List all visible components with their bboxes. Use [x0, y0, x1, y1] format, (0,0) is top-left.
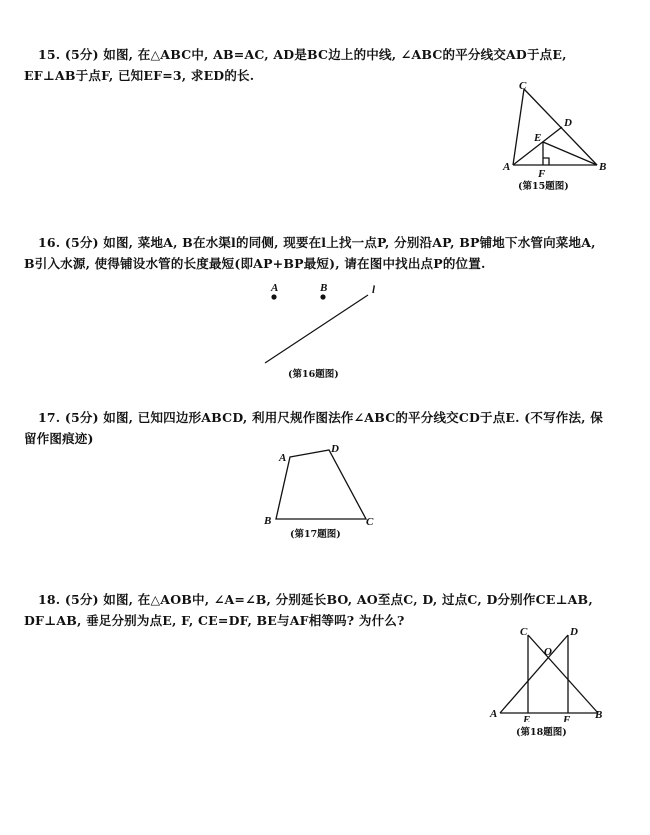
- label-D: D: [564, 117, 572, 129]
- label-E: E: [534, 132, 542, 144]
- triangle-aob-diagram: [488, 622, 608, 722]
- label-E: E: [523, 714, 531, 722]
- triangle-abc-diagram: [500, 78, 610, 178]
- right-angle-mark: [543, 158, 549, 165]
- label-B: B: [595, 709, 603, 721]
- segment-ad: [500, 635, 568, 713]
- label-A: A: [490, 708, 498, 720]
- label-A: A: [503, 161, 511, 173]
- segment-cb: [524, 89, 597, 165]
- quadrilateral-abcd-diagram: [260, 440, 380, 528]
- label-B: B: [320, 282, 328, 294]
- label-F: F: [563, 714, 571, 722]
- caption-16: (第16题图): [288, 369, 339, 380]
- label-B: B: [264, 515, 272, 527]
- canal-line-l: [265, 295, 368, 363]
- label-l: l: [372, 284, 376, 296]
- label-A: A: [271, 282, 279, 294]
- label-C: C: [519, 80, 527, 92]
- caption-15: (第15题图): [518, 181, 569, 192]
- figure-17: [260, 440, 380, 532]
- caption-17: (第17题图): [290, 529, 341, 540]
- point-B: [320, 294, 325, 299]
- figure-15: [500, 78, 610, 182]
- label-O: O: [544, 646, 552, 658]
- segment-bc: [528, 635, 598, 713]
- label-C: C: [520, 626, 528, 638]
- label-D: D: [570, 626, 578, 638]
- question-16-text: 16. (5分) 如图, 菜地A, B在水渠l的同侧, 现要在l上找一点P, 分别沿AP, BP铺地下水管向菜地A, B引入水源, 使得铺设水管的长度最短(即AP+BP最短), 请在图中找出点P的位置.: [24, 235, 596, 271]
- segment-be: [543, 142, 597, 165]
- question-18-text: 18. (5分) 如图, 在△AOB中, ∠A=∠B, 分别延长BO, AO至点C, D, 过点C, D分别作CE⊥AB, DF⊥AB, 垂足分别为点E, F, CE=DF, BE与AF相等吗? 为什么?: [24, 592, 593, 628]
- quadrilateral-abcd: [276, 450, 366, 519]
- point-A: [271, 294, 276, 299]
- canal-diagram: [255, 278, 390, 370]
- figure-18: [488, 622, 608, 726]
- label-F: F: [538, 168, 546, 178]
- label-A: A: [279, 452, 287, 464]
- label-B: B: [599, 161, 607, 173]
- label-D: D: [331, 443, 339, 455]
- question-17-text: 17. (5分) 如图, 已知四边形ABCD, 利用尺规作图法作∠ABC的平分线交CD于点E. (不写作法, 保留作图痕迹): [24, 410, 603, 446]
- caption-18: (第18题图): [516, 727, 567, 738]
- segment-ca: [513, 89, 524, 165]
- figure-16: [255, 278, 390, 374]
- question-15-text: 15. (5分) 如图, 在△ABC中, AB=AC, AD是BC边上的中线, ∠ABC的平分线交AD于点E, EF⊥AB于点F, 已知EF=3, 求ED的长.: [24, 47, 567, 83]
- label-C: C: [366, 516, 374, 528]
